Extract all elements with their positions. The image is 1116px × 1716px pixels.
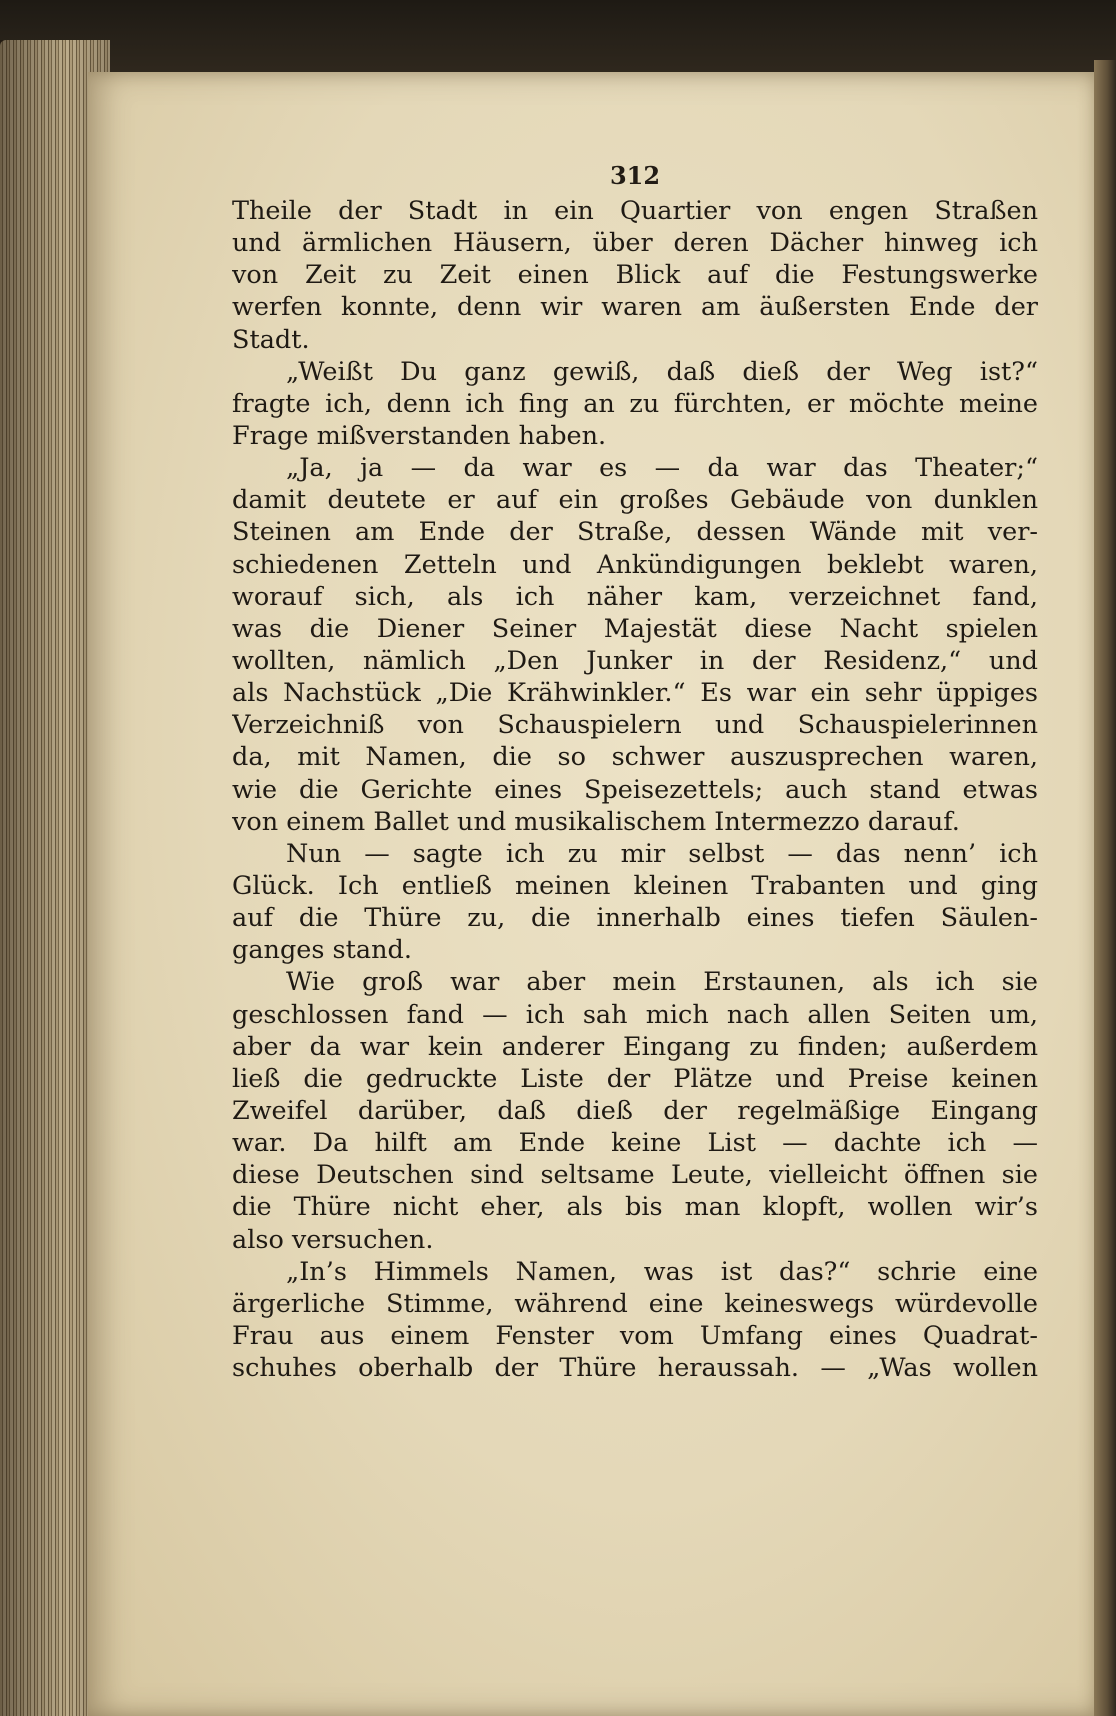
text-line: wollten, nämlich „Den Junker in der Residenz,“ und <box>232 645 1038 676</box>
text-line: Frau aus einem Fenster vom Umfang eines Quadrat- <box>232 1320 1038 1351</box>
text-line: Wie groß war aber mein Erstaunen, als ich sie <box>286 967 1038 998</box>
text-line: was die Diener Seiner Majestät diese Nacht spielen <box>232 613 1038 644</box>
text-line: da, mit Namen, die so schwer auszusprechen waren, <box>232 742 1038 773</box>
text-line: werfen konnte, denn wir waren am äußersten Ende der <box>232 292 1038 323</box>
text-line: schiedenen Zetteln und Ankündigungen beklebt waren, <box>232 549 1038 580</box>
text-line: schuhes oberhalb der Thüre heraussah. — „Was wollen <box>232 1353 1038 1384</box>
text-line: aber da war kein anderer Eingang zu finden; außerdem <box>232 1031 1038 1062</box>
text-line: Glück. Ich entließ meinen kleinen Trabanten und ging <box>232 870 1038 901</box>
text-line: „Weißt Du ganz gewiß, daß dieß der Weg ist?“ <box>286 356 1038 387</box>
text-line: auf die Thüre zu, die innerhalb eines tiefen Säulen- <box>232 903 1038 934</box>
text-line: und ärmlichen Häusern, über deren Dächer hinweg ich <box>232 228 1038 259</box>
text-line: von einem Ballet und musikalischem Intermezzo darauf. <box>232 806 960 837</box>
text-line: worauf sich, als ich näher kam, verzeichnet fand, <box>232 581 1038 612</box>
text-line: ärgerliche Stimme, während eine keineswegs würdevolle <box>232 1288 1038 1319</box>
text-line: Steinen am Ende der Straße, dessen Wände mit ver- <box>232 517 1038 548</box>
text-line: Stadt. <box>232 324 310 355</box>
text-line: war. Da hilft am Ende keine List — dachte ich — <box>232 1128 1038 1159</box>
text-lines <box>232 195 1038 1384</box>
binding-shadow <box>1094 60 1116 1716</box>
text-line: „Ja, ja — da war es — da war das Theater;“ <box>286 453 1038 484</box>
text-line: Frage mißverstanden haben. <box>232 420 607 451</box>
page-number: 312 <box>609 161 661 190</box>
text-line: fragte ich, denn ich fing an zu fürchten, er möchte meine <box>232 388 1038 419</box>
text-line: geschlossen fand — ich sah mich nach allen Seiten um, <box>232 999 1038 1030</box>
text-line: von Zeit zu Zeit einen Blick auf die Festungswerke <box>232 260 1038 291</box>
text-line: Verzeichniß von Schauspielern und Schauspielerinnen <box>232 710 1038 741</box>
text-line: Theile der Stadt in ein Quartier von engen Straßen <box>232 196 1038 226</box>
text-line: damit deutete er auf ein großes Gebäude von dunklen <box>232 485 1038 516</box>
text-line: diese Deutschen sind seltsame Leute, vielleicht öffnen sie <box>232 1160 1038 1191</box>
text-line: Zweifel darüber, daß dieß der regelmäßige Eingang <box>232 1095 1038 1126</box>
text-line: als Nachstück „Die Krähwinkler.“ Es war ein sehr üppiges <box>232 678 1038 709</box>
text-line: wie die Gerichte eines Speisezettels; auch stand etwas <box>232 774 1038 805</box>
text-line: ganges stand. <box>232 935 412 966</box>
text-line: die Thüre nicht eher, als bis man klopft, wollen wir’s <box>232 1192 1038 1223</box>
text-line: ließ die gedruckte Liste der Plätze und Preise keinen <box>232 1063 1038 1094</box>
text-line: Nun — sagte ich zu mir selbst — das nenn’ ich <box>286 838 1038 869</box>
text-line: „In’s Himmels Namen, was ist das?“ schrie eine <box>286 1256 1038 1287</box>
text-line: also versuchen. <box>232 1224 434 1255</box>
